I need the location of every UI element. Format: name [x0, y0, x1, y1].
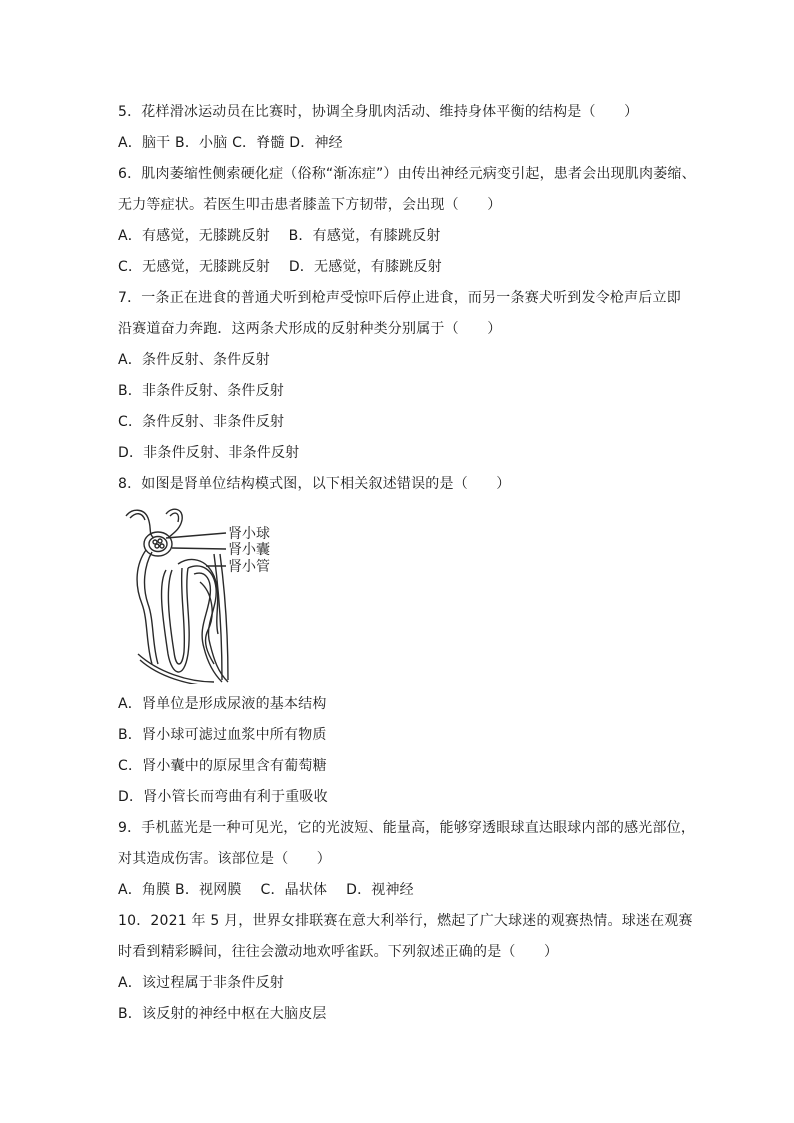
q5-stem: 5．花样滑冰运动员在比赛时，协调全身肌肉活动、维持身体平衡的结构是（ ）: [118, 104, 639, 120]
q7-option-c: C．条件反射、非条件反射: [118, 414, 285, 430]
q6-stem-line2: 无力等症状。若医生叩击患者膝盖下方韧带，会出现（ ）: [118, 197, 502, 213]
q5-options: A．脑干 B．小脑 C．脊髓 D．神经: [118, 135, 343, 151]
q9-stem-line1: 9．手机蓝光是一种可见光，它的光波短、能量高，能够穿透眼球直达眼球内部的感光部位，: [118, 820, 696, 836]
q7-option-d: D．非条件反射、非条件反射: [118, 445, 300, 461]
q9-stem-line2: 对其造成伤害。该部位是（ ）: [118, 851, 331, 867]
q10-option-a: A．该过程属于非条件反射: [118, 975, 284, 991]
q9-options: A．角膜 B．视网膜 C．晶状体 D．视神经: [118, 882, 414, 898]
q7-option-b: B．非条件反射、条件反射: [118, 383, 285, 399]
label-glomerulus: 肾小球: [228, 526, 270, 542]
label-bowmans-capsule: 肾小囊: [228, 542, 270, 558]
q8-option-d: D．肾小管长而弯曲有利于重吸收: [118, 789, 328, 805]
q10-stem-line2: 时看到精彩瞬间，往往会激动地欢呼雀跃。下列叙述正确的是（ ）: [118, 944, 559, 960]
q6-options-line2: C．无感觉，无膝跳反射 D．无感觉，有膝跳反射: [118, 259, 442, 275]
q8-option-a: A．肾单位是形成尿液的基本结构: [118, 696, 327, 712]
q6-stem-line1: 6．肌肉萎缩性侧索硬化症（俗称“渐冻症”）由传出神经元病变引起，患者会出现肌肉萎缩、: [118, 166, 696, 182]
nephron-diagram: [118, 504, 288, 684]
q8-stem: 8．如图是肾单位结构模式图，以下相关叙述错误的是（ ）: [118, 476, 511, 492]
q7-stem-line1: 7．一条正在进食的普通犬听到枪声受惊吓后停止进食，而另一条赛犬听到发令枪声后立即: [118, 290, 681, 306]
q6-options-line1: A．有感觉，无膝跳反射 B．有感觉，有膝跳反射: [118, 228, 441, 244]
q7-option-a: A．条件反射、条件反射: [118, 352, 270, 368]
label-renal-tubule: 肾小管: [228, 559, 270, 575]
q8-option-c: C．肾小囊中的原尿里含有葡萄糖: [118, 758, 327, 774]
q10-option-b: B．该反射的神经中枢在大脑皮层: [118, 1006, 327, 1022]
q8-option-b: B．肾小球可滤过血浆中所有物质: [118, 727, 327, 743]
q7-stem-line2: 沿赛道奋力奔跑．这两条犬形成的反射种类分别属于（ ）: [118, 321, 502, 337]
q10-stem-line1: 10．2021 年 5 月，世界女排联赛在意大利举行，燃起了广大球迷的观赛热情。球迷在观赛: [118, 913, 693, 929]
